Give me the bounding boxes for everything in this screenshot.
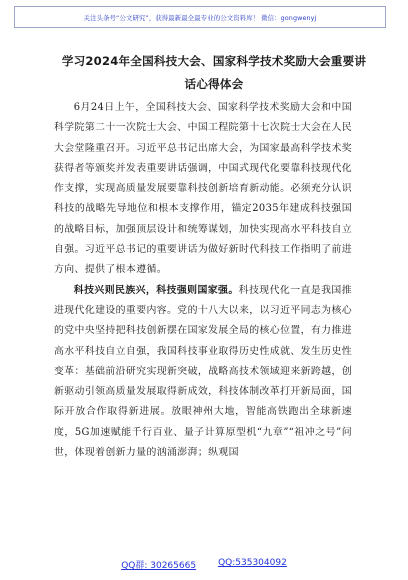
banner-promo-text: 关注头条号“公文研究”，获得最新最全最专业的公文资料库！	[83, 13, 260, 22]
qq-contact-link[interactable]: QQ:535304092	[218, 558, 287, 568]
banner-wechat-id: 微信：gongwenyj	[261, 13, 317, 22]
document-body	[54, 98, 352, 463]
paragraph-1: 6月24日上午，全国科技大会、国家科学技术奖励大会和中国科学院第二十一次院士大会、中国工程院第十七次院士大会在人民大会堂隆重召开。习近平总书记出席大会，为国家最高科学技术奖获得者等颁奖并发表重要讲话强调，中国式现代化要靠科技现代化作支撑，实现高质量发展要靠科技创新培育新动能。必须充分认识科技的战略先导地位和根本支撑作用，锚定2035年建成科技强国的战略目标，加强顶层设计和统筹谋划，加快实现高水平科技自立自强。习近平总书记的重要讲话为做好新时代科技工作指明了前进方向、提供了根本遵循。	[54, 102, 352, 276]
document-title	[50, 50, 378, 96]
title-line-1: 学习2024年全国科技大会、国家科学技术奖励大会重要讲	[61, 54, 367, 68]
paragraph-2-text: 科技现代化一直是我国推进现代化建设的重要内容。党的十八大以来，以习近平同志为核心的党中央坚持把科技创新摆在国家发展全局的核心位置，有力推进高水平科技自立自强，我国科技事业取得历史性成就、发生历史性变革：基础前沿研究实现新突破，战略高技术领域迎来新跨越，创新驱动引领高质量发展取得新成效，科技体制改革打开新局面，国际开放合作取得新进展。放眼神州大地，智能高铁跑出全球新速度，5G加速赋能千行百业、量子计算原型机“九章”“祖冲之号”问世，体现着创新力量的汹涌澎湃；纵观国	[54, 284, 352, 459]
footer-contacts	[0, 558, 408, 571]
qq-group-link[interactable]: QQ群: 30265665	[121, 561, 197, 571]
paragraph-2	[54, 281, 352, 464]
paragraph-2-lead: 科技兴则民族兴，科技强则国家强。	[73, 284, 239, 296]
promo-banner	[14, 6, 386, 28]
title-line-2: 话心得体会	[184, 77, 244, 91]
